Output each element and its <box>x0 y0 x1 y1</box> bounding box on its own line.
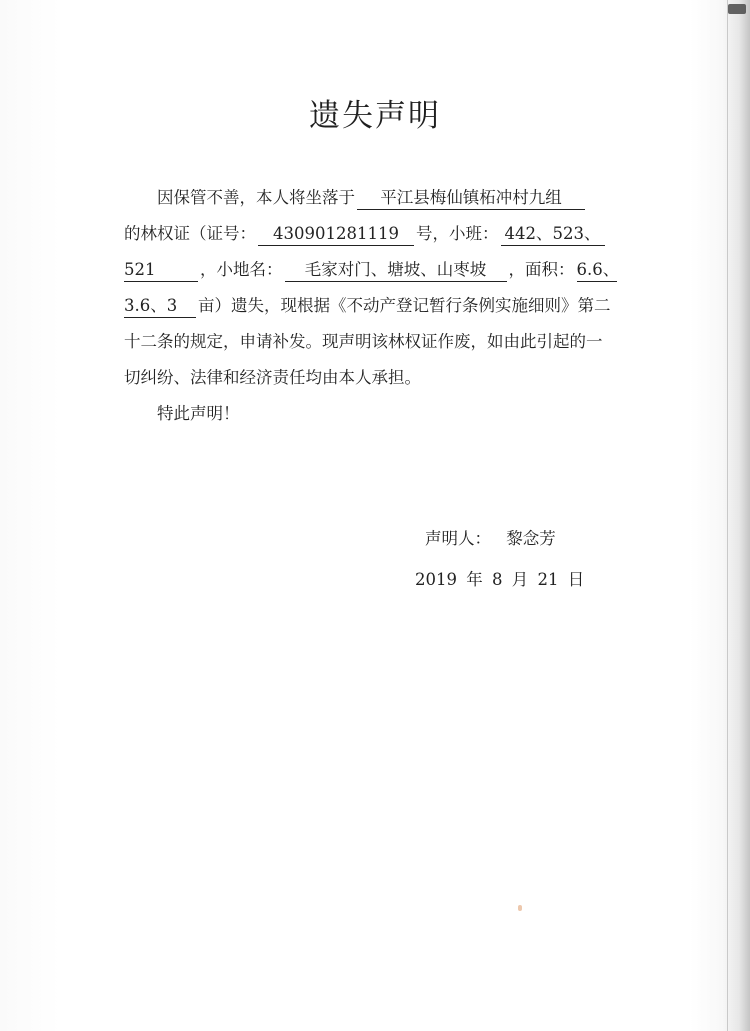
body-line-5: 十二条的规定，申请补发。现声明该林权证作废，如由此引起的一 <box>124 332 603 351</box>
signer-name: 黎念芳 <box>506 529 556 548</box>
statement-date: 2019 年 8 月 21 日 <box>415 570 585 589</box>
plots-field-a: 442、523、 <box>501 223 605 246</box>
signature-block <box>425 525 556 549</box>
scan-corner-mark <box>728 4 746 14</box>
area-field-b: 3.6、3 <box>124 295 196 318</box>
body-line-3: 521 ，小地名： 毛家对门、塘坡、山枣坡 ，面积： 6.6、 <box>124 252 634 288</box>
body-line-1: 因保管不善，本人将坐落于 平江县梅仙镇柘冲村九组 <box>124 180 634 216</box>
certificate-number-field: 430901281119 <box>258 223 414 246</box>
closing-line: 特此声明！ <box>157 404 240 423</box>
signature-label: 声明人： <box>425 529 491 548</box>
document-title: 遗失声明 <box>309 98 441 134</box>
body-line-4: 3.6、3 亩）遗失，现根据《不动产登记暂行条例实施细则》第二 <box>124 288 634 324</box>
place-name-field: 毛家对门、塘坡、山枣坡 <box>285 259 507 282</box>
body-line-2: 的林权证（证号： 430901281119 号，小班： 442、523、 <box>124 216 634 252</box>
location-field: 平江县梅仙镇柘冲村九组 <box>357 187 585 210</box>
plots-field-b: 521 <box>124 259 198 282</box>
area-field-a: 6.6、 <box>577 259 617 282</box>
body-line-6: 切纠纷、法律和经济责任均由本人承担。 <box>124 368 421 387</box>
paper-speck <box>518 905 522 911</box>
statement-body <box>124 180 634 432</box>
page-edge-shadow <box>722 0 750 1031</box>
